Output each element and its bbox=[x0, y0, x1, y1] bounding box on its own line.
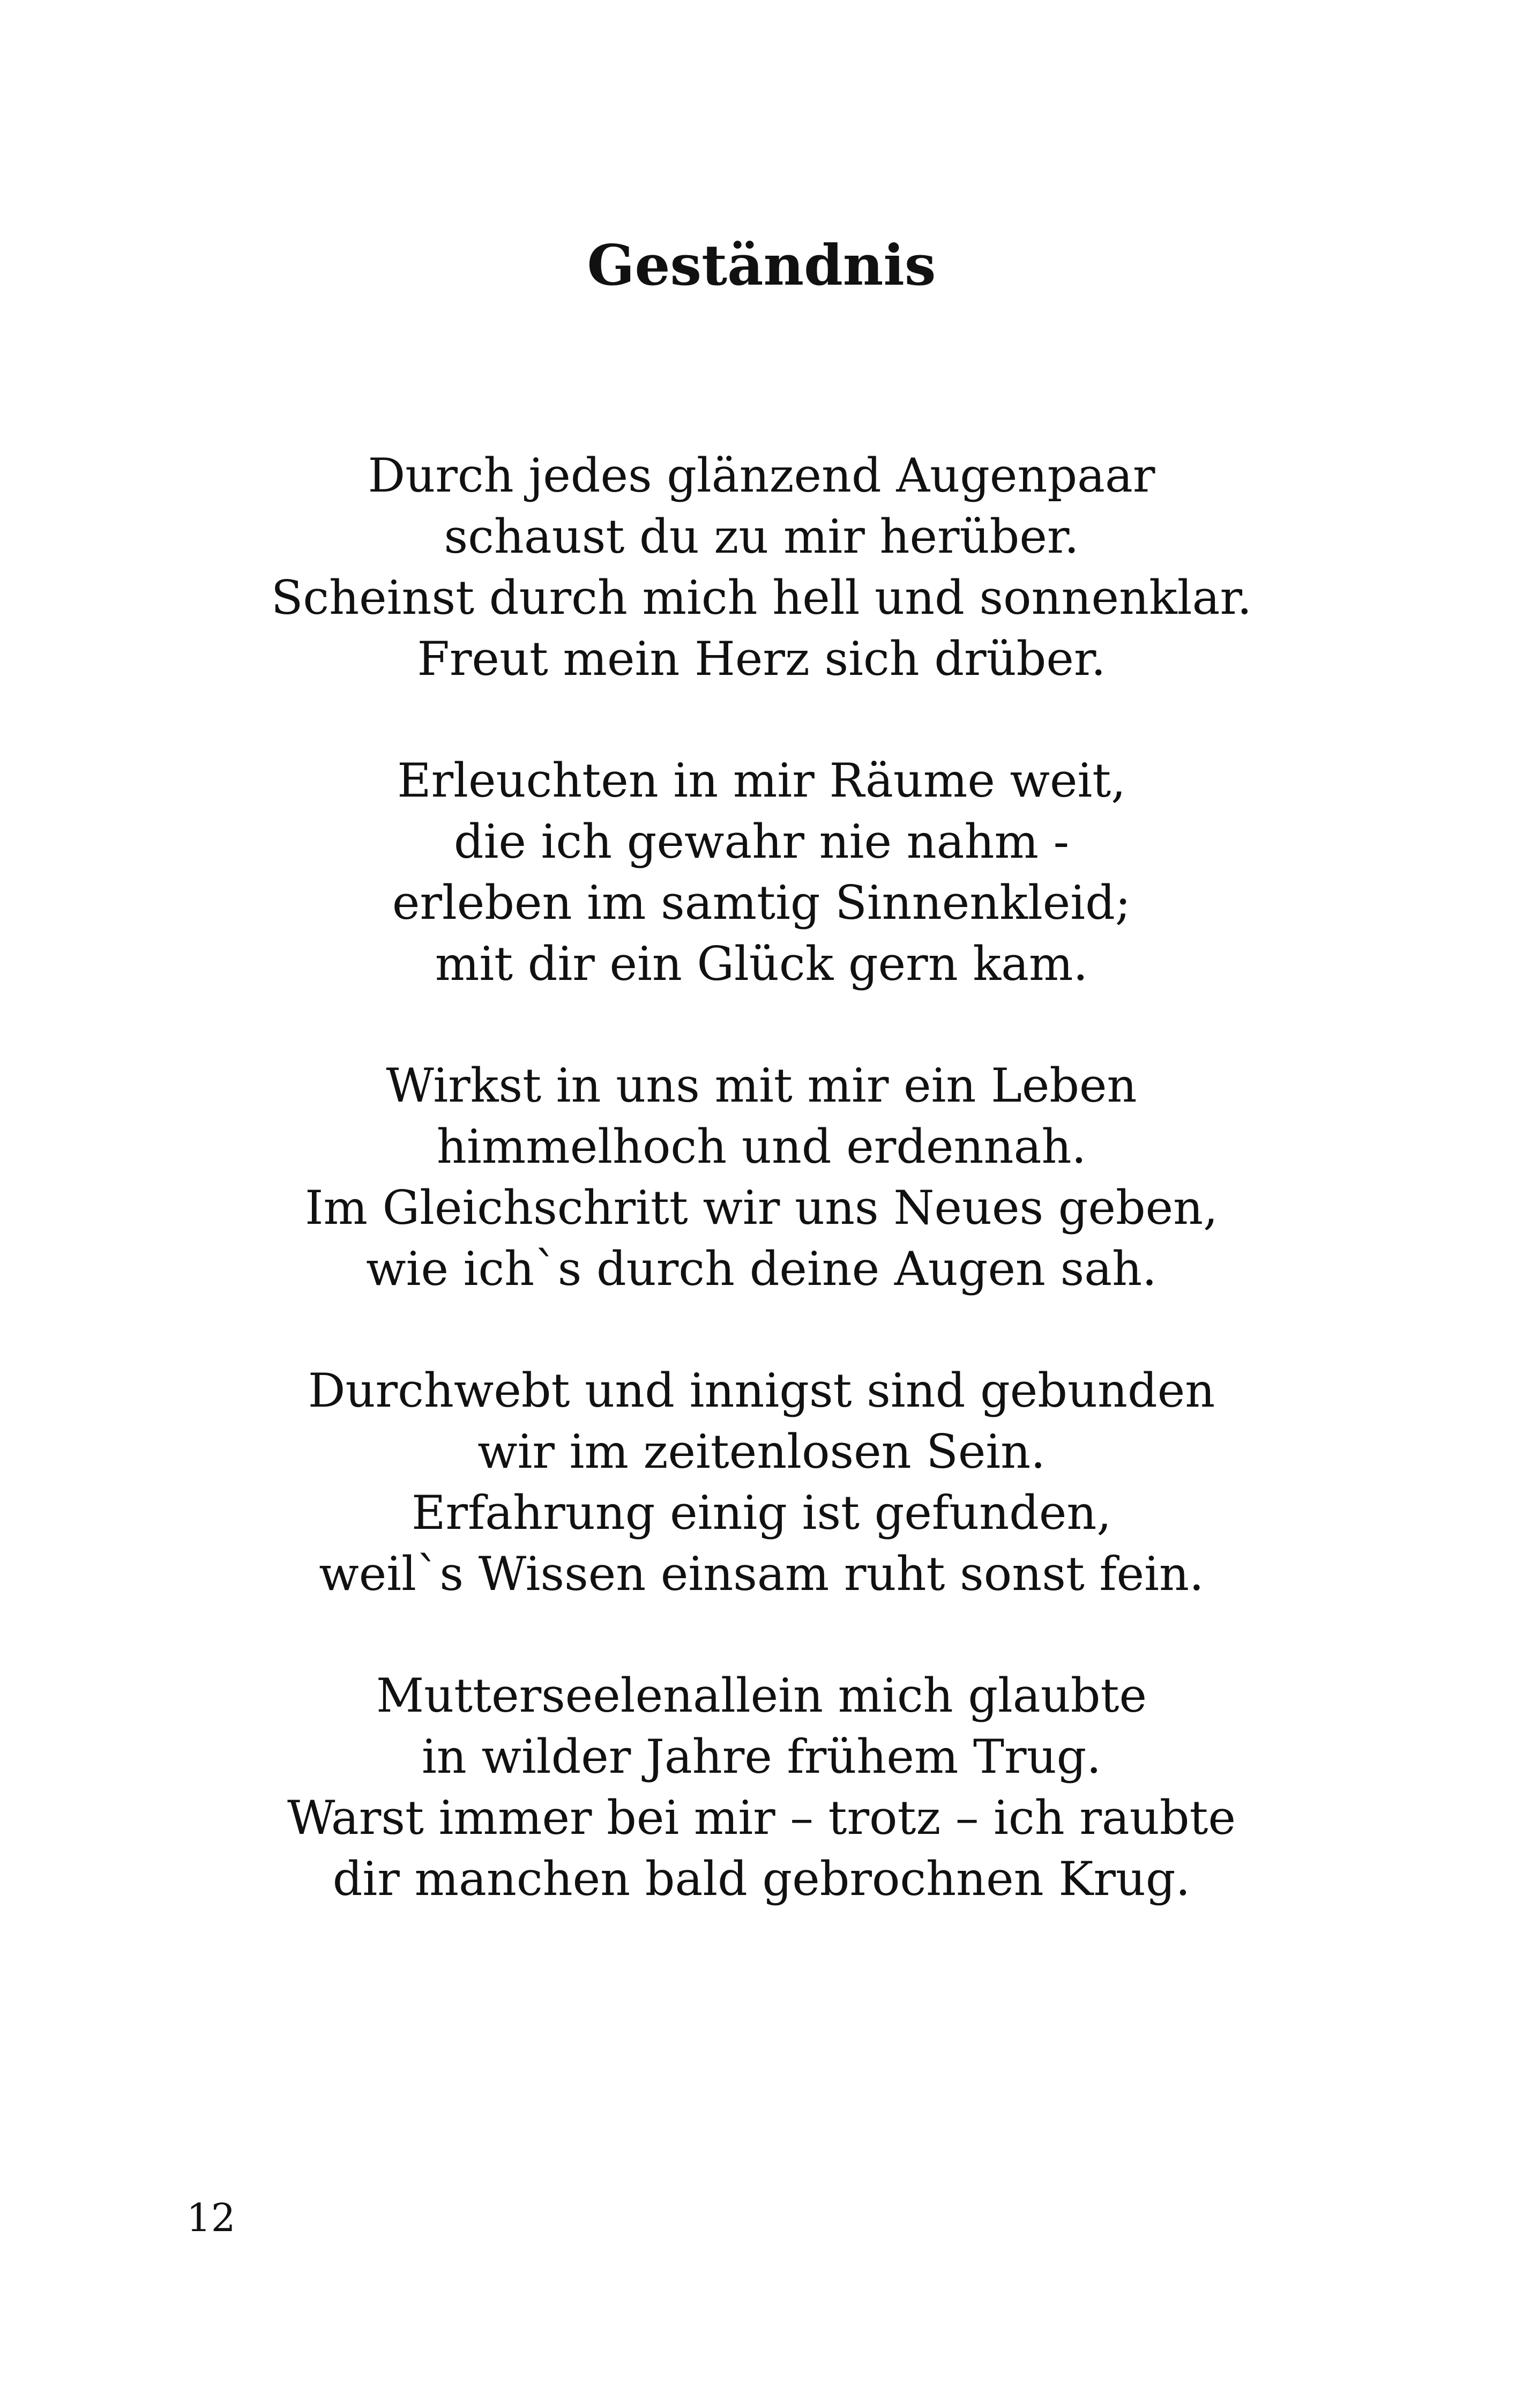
poem-line: Im Gleichschritt wir uns Neues geben, bbox=[305, 1180, 1218, 1235]
poem-line: Durch jedes glänzend Augenpaar bbox=[368, 448, 1155, 503]
poem-line: Wirkst in uns mit mir ein Leben bbox=[386, 1058, 1137, 1113]
poem-line: Erfahrung einig ist gefunden, bbox=[411, 1485, 1112, 1540]
poem-line: weil`s Wissen einsam ruht sonst fein. bbox=[319, 1547, 1204, 1601]
poem-line: dir manchen bald gebrochnen Krug. bbox=[332, 1852, 1191, 1906]
stanza-2 bbox=[0, 750, 1523, 994]
poem-body bbox=[0, 445, 1523, 1970]
page-number: 12 bbox=[186, 2195, 236, 2240]
poem-line: wir im zeitenlosen Sein. bbox=[477, 1424, 1046, 1479]
poem-line: mit dir ein Glück gern kam. bbox=[435, 937, 1088, 991]
poem-line: himmelhoch und erdennah. bbox=[436, 1119, 1087, 1174]
poem-line: Freut mein Herz sich drüber. bbox=[417, 631, 1106, 686]
poem-line: Erleuchten in mir Räume weit, bbox=[397, 753, 1126, 808]
poem-line: die ich gewahr nie nahm - bbox=[453, 814, 1070, 869]
stanza-4 bbox=[0, 1360, 1523, 1604]
stanza-1 bbox=[0, 445, 1523, 689]
poem-line: Warst immer bei mir – trotz – ich raubte bbox=[287, 1790, 1236, 1845]
poem-line: schaust du zu mir herüber. bbox=[444, 509, 1079, 564]
poem-line: in wilder Jahre frühem Trug. bbox=[421, 1729, 1102, 1784]
poem-line: Scheinst durch mich hell und sonnenklar. bbox=[271, 570, 1252, 625]
poem-title: Geständnis bbox=[587, 232, 936, 298]
stanza-5 bbox=[0, 1665, 1523, 1909]
poem-line: Durchwebt und innigst sind gebunden bbox=[308, 1363, 1215, 1418]
stanza-3 bbox=[0, 1055, 1523, 1299]
poem-line: wie ich`s durch deine Augen sah. bbox=[366, 1242, 1157, 1296]
poem-line: erleben im samtig Sinnenkleid; bbox=[392, 875, 1131, 930]
poem-line: Mutterseelenallein mich glaubte bbox=[376, 1668, 1147, 1723]
